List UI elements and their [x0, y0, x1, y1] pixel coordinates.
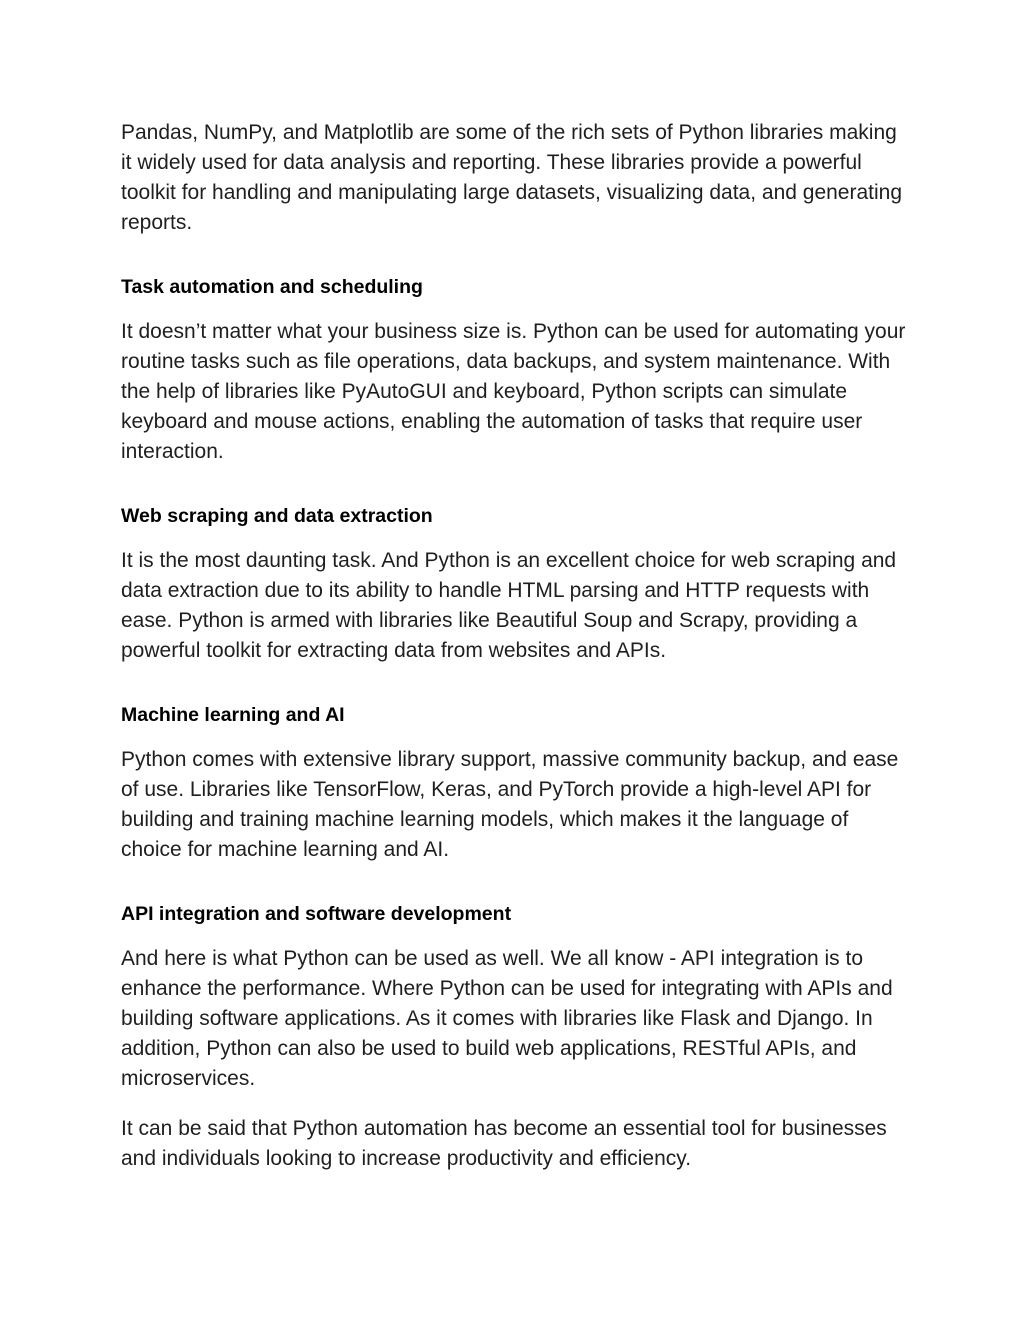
document-body [121, 118, 911, 1174]
paragraph-task-automation: It doesn’t matter what your business size is. Python can be used for automating your routine tasks such as file operations, data backups, and system maintenance. With the help of libraries like PyAutoGUI and keyboard, Python scripts can simulate keyboard and mouse actions, enabling the automation of tasks that require user interaction. [121, 320, 906, 463]
heading-machine-learning: Machine learning and AI [121, 704, 345, 726]
heading-web-scraping: Web scraping and data extraction [121, 505, 433, 527]
heading-api-integration: API integration and software development [121, 903, 512, 925]
heading-task-automation: Task automation and scheduling [121, 276, 423, 298]
paragraph-machine-learning: Python comes with extensive library support, massive community backup, and ease of use. Libraries like TensorFlow, Keras, and PyTorch provide a high-level API for building and training machine learning models, which makes it the language of choice for machine learning and AI. [121, 748, 899, 861]
closing-paragraph: It can be said that Python automation has become an essential tool for businesses and individuals looking to increase productivity and efficiency. [121, 1117, 887, 1170]
paragraph-web-scraping: It is the most daunting task. And Python is an excellent choice for web scraping and data extraction due to its ability to handle HTML parsing and HTTP requests with ease. Python is armed with libraries like Beautiful Soup and Scrapy, providing a powerful toolkit for extracting data from websites and APIs. [121, 549, 897, 662]
intro-paragraph: Pandas, NumPy, and Matplotlib are some of the rich sets of Python libraries making it widely used for data analysis and reporting. These libraries provide a powerful toolkit for handling and manipulating large datasets, visualizing data, and generating reports. [121, 121, 903, 234]
paragraph-api-integration: And here is what Python can be used as well. We all know - API integration is to enhance the performance. Where Python can be used for integrating with APIs and building software applications. As it comes with libraries like Flask and Django. In addition, Python can also be used to build web applications, RESTful APIs, and microservices. [121, 947, 893, 1090]
